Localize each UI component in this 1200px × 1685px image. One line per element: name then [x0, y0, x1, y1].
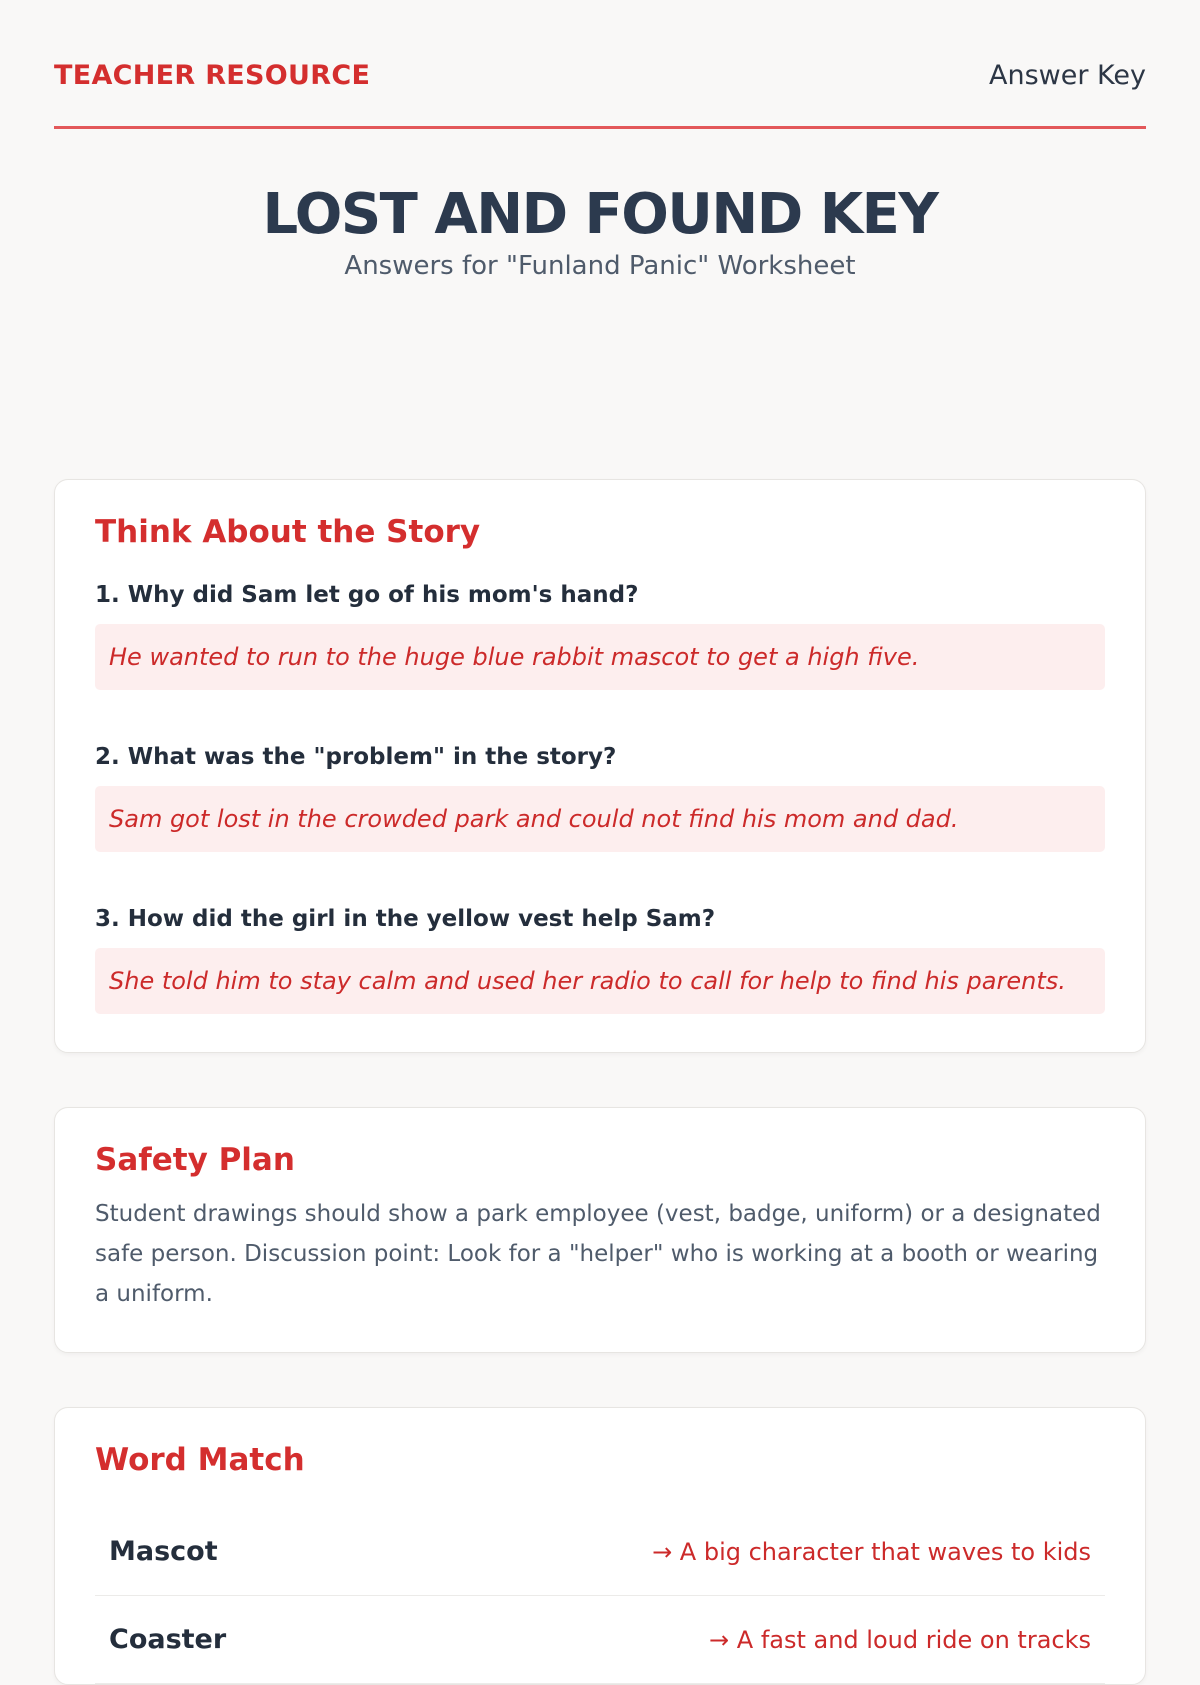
question-text: 2. What was the "problem" in the story? — [95, 744, 617, 770]
question-text: 1. Why did Sam let go of his mom's hand? — [95, 582, 639, 608]
word-match-row — [95, 1508, 1105, 1596]
question-block — [95, 904, 1105, 1014]
answer-text: He wanted to run to the huge blue rabbit mascot to get a high five. — [95, 624, 1105, 690]
header-label: TEACHER RESOURCE — [54, 59, 371, 91]
word-match-row — [95, 1596, 1105, 1684]
match-definition: → A big character that waves to kids — [652, 1537, 1091, 1566]
page-title: LOST AND FOUND KEY — [262, 182, 938, 247]
question-block — [95, 580, 1105, 690]
safety-text: Student drawings should show a park employee (vest, badge, uniform) or a designated safe person. Discussion point: Look for a "helper" who is working at a booth or wearing a uniform. — [95, 1201, 1101, 1307]
story-card — [54, 479, 1146, 1053]
match-word: Mascot — [109, 1536, 218, 1567]
word-match-card — [54, 1407, 1146, 1685]
word-match-heading: Word Match — [95, 1442, 305, 1478]
page-header — [54, 0, 1146, 129]
header-answer-key: Answer Key — [989, 59, 1146, 91]
story-heading: Think About the Story — [95, 514, 481, 550]
answer-text: Sam got lost in the crowded park and could not find his mom and dad. — [95, 786, 1105, 852]
question-text: 3. How did the girl in the yellow vest help Sam? — [95, 906, 716, 932]
match-word: Coaster — [109, 1624, 227, 1655]
page-subtitle: Answers for "Funland Panic" Worksheet — [344, 251, 856, 281]
word-match-list — [95, 1508, 1105, 1684]
question-block — [95, 742, 1105, 852]
title-block — [54, 129, 1146, 479]
safety-card — [54, 1107, 1146, 1353]
safety-heading: Safety Plan — [95, 1142, 295, 1178]
answer-text: She told him to stay calm and used her radio to call for help to find his parents. — [95, 948, 1105, 1014]
match-definition: → A fast and loud ride on tracks — [709, 1625, 1091, 1654]
